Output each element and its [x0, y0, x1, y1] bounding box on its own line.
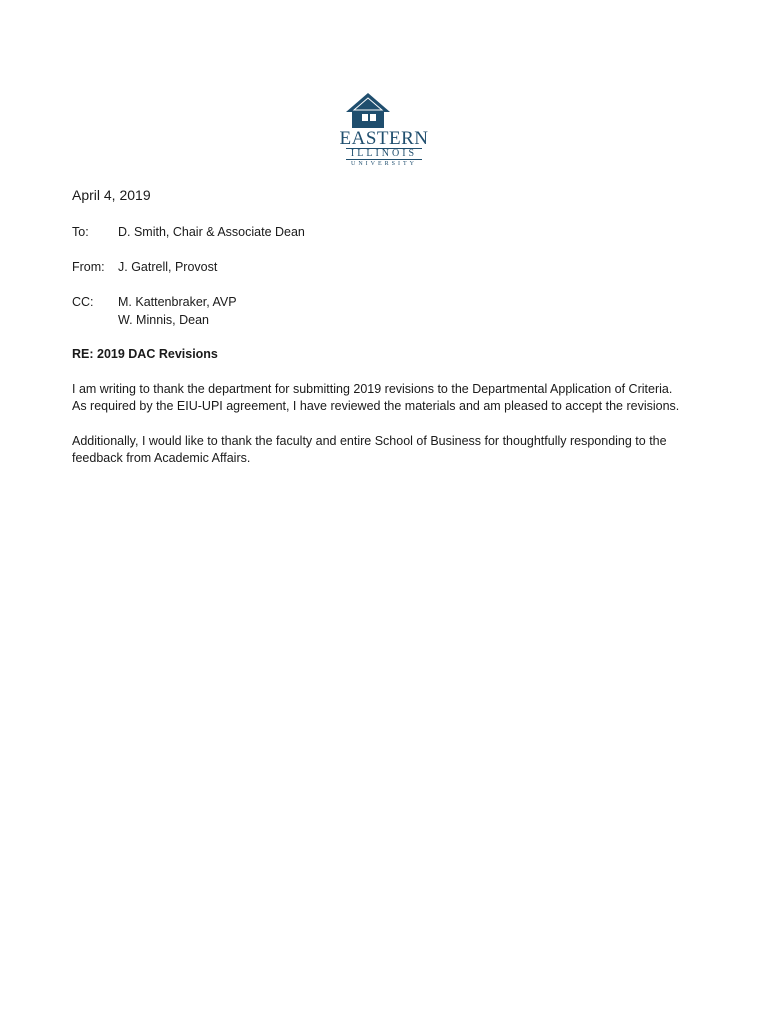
- paragraph-1-line-2: As required by the EIU-UPI agreement, I have reviewed the materials and am pleased to accept the revisions.: [72, 399, 680, 413]
- logo-university-text: UNIVERSITY: [351, 161, 417, 167]
- from-value: J. Gatrell, Provost: [118, 260, 218, 274]
- paragraph-1: [72, 381, 712, 415]
- logo-eastern-text: EASTERN: [339, 128, 429, 149]
- paragraph-2-line-1: Additionally, I would like to thank the faculty and entire School of Business for thoughtfully responding to the: [72, 434, 667, 448]
- cc-value-1: M. Kattenbraker, AVP: [118, 295, 237, 309]
- from-label: From:: [72, 260, 105, 274]
- paragraph-2: [72, 433, 712, 467]
- letter-date: April 4, 2019: [72, 187, 151, 203]
- cc-value-2: W. Minnis, Dean: [118, 313, 210, 327]
- paragraph-2-line-2: feedback from Academic Affairs.: [72, 451, 251, 465]
- logo-illinois-text: ILLINOIS: [346, 148, 422, 160]
- to-label: To:: [72, 225, 89, 239]
- cc-label: CC:: [72, 295, 94, 309]
- subject-line: RE: 2019 DAC Revisions: [72, 347, 218, 361]
- paragraph-1-line-1: I am writing to thank the department for submitting 2019 revisions to the Departmental Application of Criteria.: [72, 382, 673, 396]
- to-value: D. Smith, Chair & Associate Dean: [118, 225, 305, 239]
- eiu-logo: [338, 90, 430, 170]
- eiu-emblem-icon: [338, 90, 430, 130]
